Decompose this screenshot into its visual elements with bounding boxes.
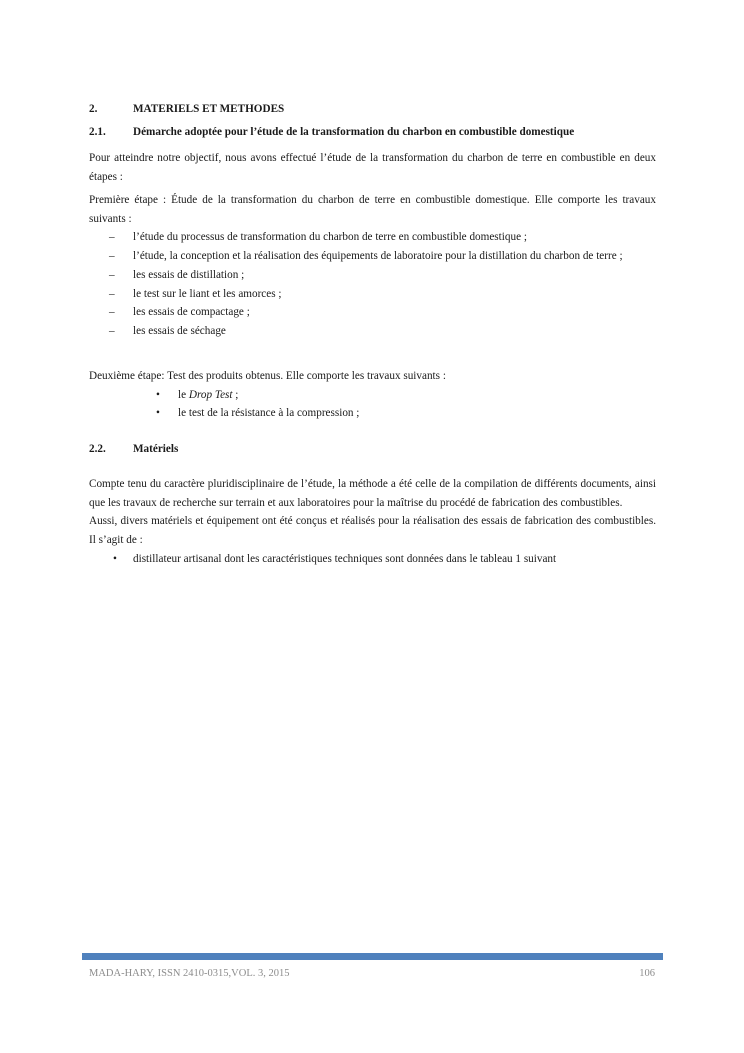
drop-test-term: Drop Test — [188, 388, 233, 401]
section-heading — [89, 100, 284, 118]
dash-marker: – — [109, 324, 115, 337]
step1-block — [89, 191, 656, 341]
list-item: – l’étude, la conception et la réalisation des équipements de laboratoire pour la distillation du charbon de terre ; — [89, 247, 656, 266]
list-item: – les essais de distillation ; — [89, 266, 656, 285]
subsection-number-2-2: 2.2. — [89, 443, 106, 455]
step2-block — [89, 367, 656, 423]
step1-list — [89, 228, 656, 340]
bullet-marker: • — [156, 388, 160, 401]
list-item: – les essais de séchage — [89, 322, 656, 341]
section-title: MATERIELS ET METHODES — [133, 103, 285, 115]
footer-journal: MADA-HARY, ISSN 2410-0315,VOL. 3, 2015 — [89, 968, 290, 979]
materials-block — [89, 475, 656, 569]
list-item: • distillateur artisanal dont les caractéristiques techniques sont données dans le tableau 1 suivant — [89, 550, 656, 569]
list-item: – le test sur le liant et les amorces ; — [89, 285, 656, 304]
dash-marker: – — [109, 306, 115, 319]
step2-list — [89, 386, 656, 423]
bullet-marker: • — [156, 407, 160, 420]
materials-paragraph-2: Aussi, divers matériels et équipement ont été conçus et réalisés pour la réalisation des essais de fabrication des combustibles. Il s’agit de : — [89, 515, 656, 547]
dash-marker: – — [109, 268, 115, 281]
footer-divider — [82, 953, 663, 960]
subsection-number-2-1: 2.1. — [89, 126, 106, 138]
list-item: – l’étude du processus de transformation du charbon de terre en combustible domestique ; — [89, 228, 656, 247]
subsection-title-2-1: Démarche adoptée pour l’étude de la transformation du charbon en combustible domestique — [133, 126, 575, 138]
step1-paragraph: Première étape : Étude de la transformation du charbon de terre en combustible domestique. Elle comporte les travaux suivants : — [89, 194, 656, 225]
subsection-heading-2-1 — [89, 123, 574, 141]
page-number: 106 — [639, 968, 655, 979]
section-number: 2. — [89, 103, 98, 115]
list-item: – les essais de compactage ; — [89, 303, 656, 322]
materials-list — [89, 550, 656, 569]
subsection-heading-2-2 — [89, 440, 178, 458]
dash-marker: – — [109, 250, 115, 263]
bullet-marker: • — [113, 552, 117, 565]
dash-marker: – — [109, 287, 115, 300]
list-item: • le test de la résistance à la compression ; — [89, 404, 656, 423]
list-item: • le Drop Test ; — [89, 386, 656, 405]
step2-paragraph: Deuxième étape: Test des produits obtenus. Elle comporte les travaux suivants : — [89, 370, 446, 382]
subsection-title-2-2: Matériels — [133, 443, 179, 455]
intro-block — [89, 149, 656, 186]
materials-paragraph-1: Compte tenu du caractère pluridisciplinaire de l’étude, la méthode a été celle de la compilation de différents documents, ainsi que les travaux de recherche sur terrain et aux laboratoires pour la maîtrise du procédé de fabrication des combustibles. — [89, 478, 656, 509]
dash-marker: – — [109, 231, 115, 244]
intro-paragraph: Pour atteindre notre objectif, nous avons effectué l’étude de la transformation du charbon de terre en combustible en deux étapes : — [89, 152, 656, 183]
